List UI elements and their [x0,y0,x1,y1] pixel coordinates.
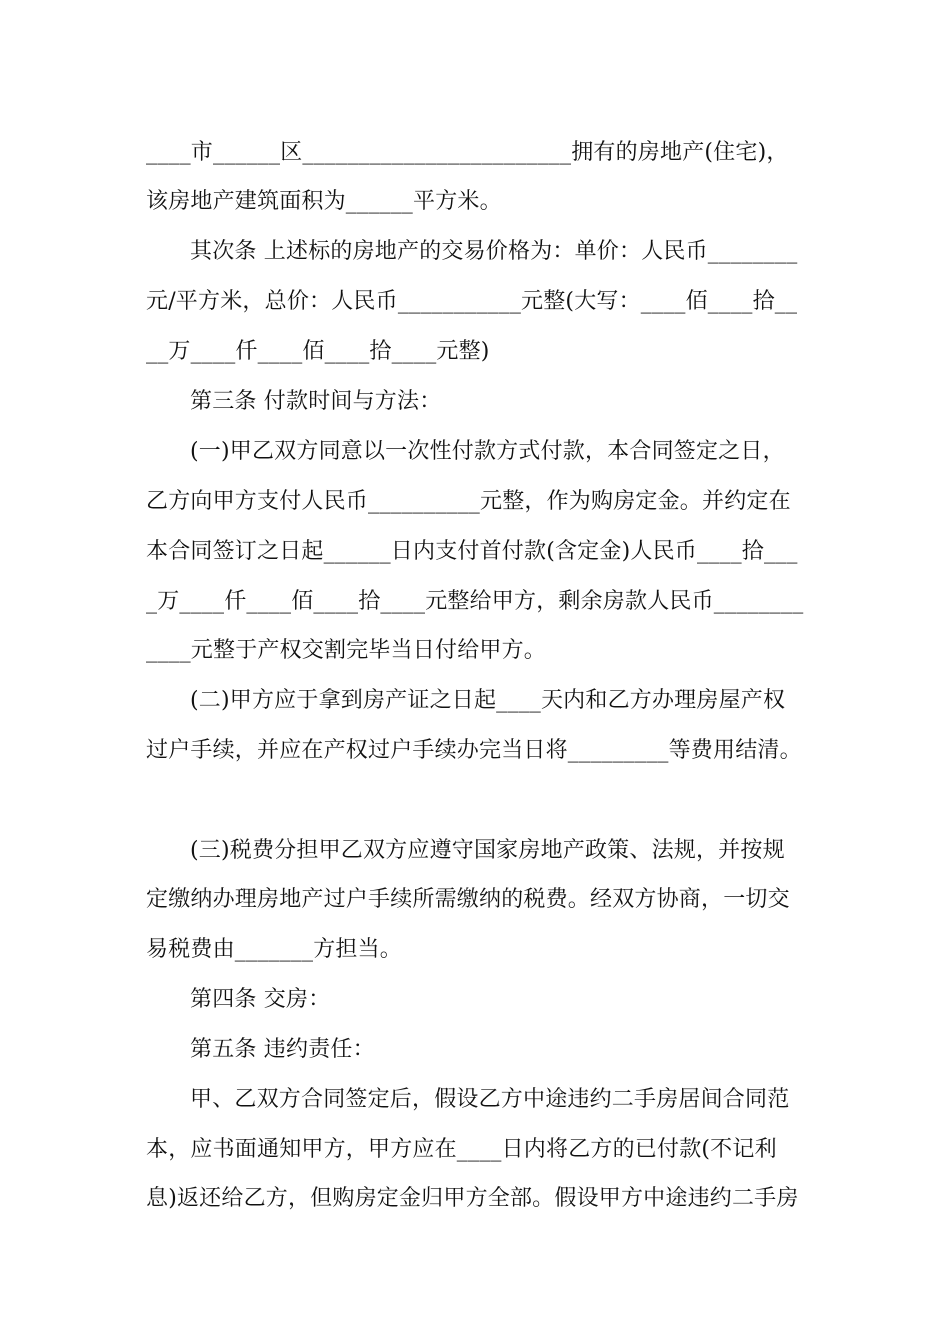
paragraph-line: 本合同签订之日起______日内支付首付款(含定金)人民币____拾___ [146,539,798,564]
paragraph-line: 息)返还给乙方，但购房定金归甲方全部。假设甲方中途违约二手房 [146,1186,799,1211]
paragraph-line: (一)甲乙双方同意以一次性付款方式付款，本合同签定之日， [190,439,785,464]
paragraph-line: 乙方向甲方支付人民币__________元整，作为购房定金。并约定在 [146,489,791,514]
paragraph-line: _万____仟____佰____拾____元整给甲方，剩余房款人民币________ [146,589,804,614]
paragraph-line: 甲、乙双方合同签定后，假设乙方中途违约二手房居间合同范 [190,1087,790,1112]
paragraph-line: 易税费由_______方担当。 [146,937,403,962]
paragraph-line: 本，应书面通知甲方，甲方应在____日内将乙方的已付款(不记利 [146,1137,777,1162]
paragraph-line: __万____仟____佰____拾____元整) [146,339,490,364]
paragraph-line: (二)甲方应于拿到房产证之日起____天内和乙方办理房屋产权 [190,688,786,713]
paragraph-line: ____元整于产权交割完毕当日付给甲方。 [146,638,547,663]
paragraph-line: 元/平方米，总价：人民币___________元整(大写：____佰____拾__ [146,289,798,314]
section-heading: 第五条 违约责任： [190,1037,375,1062]
paragraph-line: 其次条 上述标的房地产的交易价格为：单价：人民币________ [190,239,798,264]
section-heading: 第三条 付款时间与方法： [190,389,442,414]
paragraph-line: 定缴纳办理房地产过户手续所需缴纳的税费。经双方协商，一切交 [146,887,790,912]
paragraph-line: ____市______区________________________拥有的房地产(住宅)， [146,140,789,165]
paragraph-line: 过户手续，并应在产权过户手续办完当日将_________等费用结清。 [146,738,802,763]
section-heading: 第四条 交房： [190,987,331,1012]
paragraph-line: 该房地产建筑面积为______平方米。 [146,189,502,214]
paragraph-line: (三)税费分担甲乙双方应遵守国家房地产政策、法规，并按规 [190,838,785,863]
